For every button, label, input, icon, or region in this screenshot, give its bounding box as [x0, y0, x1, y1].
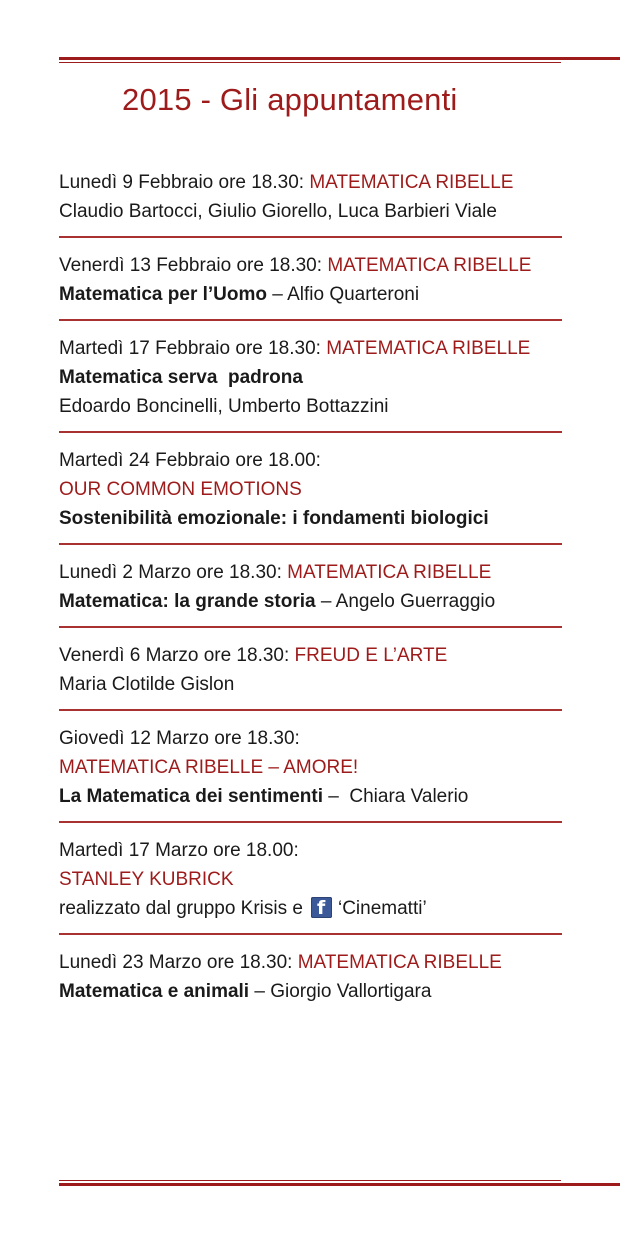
facebook-icon[interactable]: [311, 897, 332, 918]
event-series: OUR COMMON EMOTIONS: [59, 479, 302, 500]
event-date-line: [59, 641, 562, 670]
event-series: FREUD E L’ARTE: [294, 645, 448, 666]
event-speaker-sep: –: [315, 591, 336, 612]
bottom-rule-thin: [59, 1180, 561, 1181]
event-credit-page: ‘Cinematti’: [337, 898, 427, 919]
top-rule-thick: [59, 57, 620, 60]
event-credit-line: [59, 894, 562, 923]
event-series: STANLEY KUBRICK: [59, 869, 234, 890]
event-speaker: Giorgio Vallortigara: [270, 981, 432, 1002]
event-talk: La Matematica dei sentimenti: [59, 786, 323, 807]
top-rule-thin: [59, 62, 561, 63]
event-item: [59, 836, 562, 933]
event-speaker: Angelo Guerraggio: [335, 591, 496, 612]
event-date-line: [59, 251, 562, 280]
event-series: MATEMATICA RIBELLE: [327, 255, 532, 276]
event-talk-line: [59, 504, 562, 533]
event-date: Lunedì 2 Marzo ore 18.30:: [59, 562, 288, 583]
event-talk: Matematica per l’Uomo: [59, 284, 267, 305]
event-date-line: [59, 948, 562, 977]
event-date: Lunedì 23 Marzo ore 18.30:: [59, 952, 298, 973]
event-series: MATEMATICA RIBELLE – AMORE!: [59, 757, 359, 778]
event-item: [59, 168, 562, 236]
event-divider: [59, 933, 562, 935]
event-speakers: Claudio Bartocci, Giulio Giorello, Luca Barbieri Viale: [59, 201, 497, 222]
event-date: Martedì 17 Febbraio ore 18.30:: [59, 338, 327, 359]
event-divider: [59, 709, 562, 711]
events-list: [59, 168, 562, 1016]
event-item: [59, 251, 562, 319]
event-date: Martedì 17 Marzo ore 18.00:: [59, 840, 299, 861]
event-talk-line: [59, 363, 562, 392]
event-talk-line: [59, 977, 562, 1006]
event-item: [59, 948, 562, 1016]
event-date: Lunedì 9 Febbraio ore 18.30:: [59, 172, 310, 193]
page-title: 2015 - Gli appuntamenti: [122, 82, 458, 117]
event-talk-line: [59, 280, 562, 309]
event-divider: [59, 626, 562, 628]
event-date-line: [59, 558, 562, 587]
event-speaker: Alfio Quarteroni: [287, 284, 420, 305]
event-item: [59, 724, 562, 821]
event-item: [59, 446, 562, 543]
event-series: MATEMATICA RIBELLE: [309, 172, 514, 193]
bottom-rule-thick: [59, 1183, 620, 1186]
event-talk: Matematica: la grande storia: [59, 591, 316, 612]
event-divider: [59, 431, 562, 433]
event-speaker: Chiara Valerio: [349, 786, 469, 807]
event-talk: Matematica e animali: [59, 981, 250, 1002]
event-date: Giovedì 12 Marzo ore 18.30:: [59, 728, 300, 749]
event-speakers: Edoardo Boncinelli, Umberto Bottazzini: [59, 396, 389, 417]
bottom-rule: [59, 1180, 620, 1186]
event-item: [59, 334, 562, 431]
facebook-glyph: f: [316, 897, 326, 919]
event-talk-line: [59, 587, 562, 616]
top-rule: [59, 57, 620, 63]
event-talk: Matematica serva padrona: [59, 367, 303, 388]
event-divider: [59, 543, 562, 545]
event-date: Venerdì 13 Febbraio ore 18.30:: [59, 255, 328, 276]
event-date-line: [59, 168, 562, 197]
event-series: MATEMATICA RIBELLE: [297, 952, 502, 973]
event-talk-line: [59, 782, 562, 811]
event-date: Martedì 24 Febbraio ore 18.00:: [59, 450, 321, 471]
event-speaker-sep: –: [249, 981, 271, 1002]
event-speakers: Maria Clotilde Gislon: [59, 674, 235, 695]
event-speaker-sep: –: [322, 786, 350, 807]
event-series: MATEMATICA RIBELLE: [287, 562, 492, 583]
event-date: Venerdì 6 Marzo ore 18.30:: [59, 645, 295, 666]
event-divider: [59, 236, 562, 238]
event-talk: Sostenibilità emozionale: i fondamenti biologici: [59, 508, 489, 529]
event-divider: [59, 821, 562, 823]
event-credit: realizzato dal gruppo Krisis e: [59, 898, 303, 919]
event-divider: [59, 319, 562, 321]
event-date-line: [59, 334, 562, 363]
event-item: [59, 641, 562, 709]
event-series: MATEMATICA RIBELLE: [326, 338, 531, 359]
event-item: [59, 558, 562, 626]
event-speaker-sep: –: [267, 284, 288, 305]
